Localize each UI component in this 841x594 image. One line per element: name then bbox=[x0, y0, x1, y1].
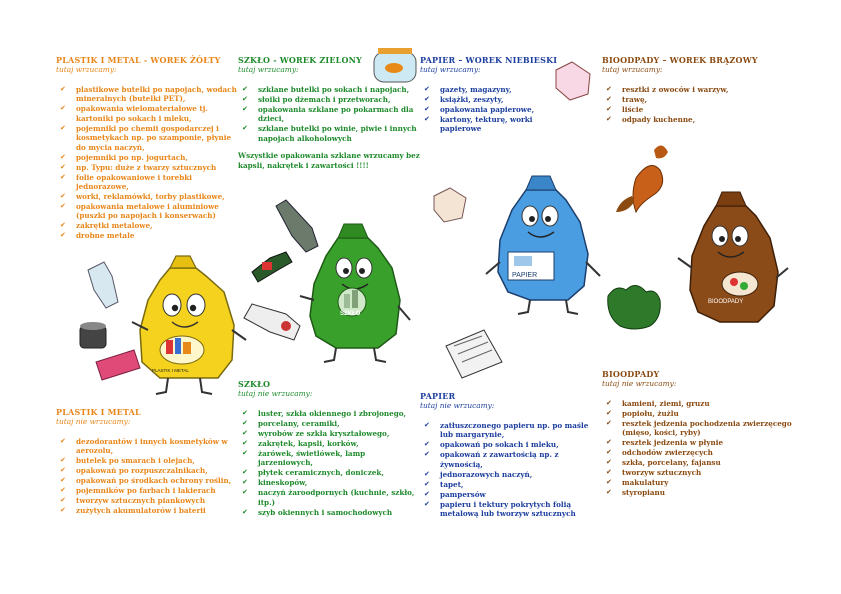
list-item: ✔ płytek ceramicznych, doniczek, bbox=[242, 468, 384, 478]
list-item: ✔ liście bbox=[606, 105, 644, 114]
list-item: ✔ porcelany, ceramiki, bbox=[242, 419, 340, 428]
list-item: ✔ plastikowe butelki po napojach, wodach mineralnych (butelki PET), bbox=[60, 85, 237, 104]
blue-bag-label: PAPIER bbox=[512, 272, 538, 279]
check-icon: ✔ bbox=[424, 469, 430, 478]
list-item: ✔ słoiki po dżemach i przetworach, bbox=[242, 95, 391, 104]
check-icon: ✔ bbox=[242, 488, 248, 497]
list-item: ✔ drobne metale bbox=[60, 231, 135, 241]
check-icon: ✔ bbox=[60, 466, 66, 475]
check-icon: ✔ bbox=[242, 95, 248, 103]
list-item: ✔ pojemniki po chemii gospodarczej i kosmetykach np. po szamponie, płynie do mycia naczyń, bbox=[60, 123, 232, 152]
paper-no-list bbox=[420, 421, 602, 519]
plastic-no-title: PLASTIK I METAL bbox=[56, 407, 141, 417]
list-item: ✔ opakowania metalowe i aluminiowe (puszki po napojach i konserwach) bbox=[60, 202, 219, 221]
list-item: ✔ odpady kuchenne, bbox=[606, 115, 696, 124]
brown-bag-mascot bbox=[678, 192, 788, 322]
check-icon: ✔ bbox=[424, 115, 430, 123]
check-icon: ✔ bbox=[60, 456, 66, 465]
list-item: ✔ tworzyw sztucznych piankowych bbox=[60, 496, 206, 506]
check-icon: ✔ bbox=[60, 104, 66, 113]
list-item: ✔ luster, szkła okiennego i zbrojonego, bbox=[242, 409, 407, 418]
check-icon: ✔ bbox=[606, 458, 612, 467]
list-item: ✔ zakrętki metalowe, bbox=[60, 221, 153, 231]
paper-no-title: PAPIER bbox=[420, 391, 456, 401]
check-icon: ✔ bbox=[424, 479, 430, 488]
check-icon: ✔ bbox=[60, 496, 66, 505]
list-item: ✔ szyb okiennych i samochodowych bbox=[242, 507, 393, 517]
list-item: ✔ opakowań z zawartością np. z żywnością, bbox=[424, 450, 559, 469]
list-item: ✔ opakowania papierowe, bbox=[424, 105, 535, 114]
list-item: ✔ szklane butelki po winie, piwie i innych napojach alkoholowych bbox=[242, 124, 417, 143]
check-icon: ✔ bbox=[60, 152, 66, 161]
check-icon: ✔ bbox=[242, 507, 248, 516]
check-icon: ✔ bbox=[60, 437, 66, 445]
check-icon: ✔ bbox=[242, 419, 248, 427]
check-icon: ✔ bbox=[424, 421, 430, 429]
glass-no-list bbox=[238, 409, 422, 517]
list-item: ✔ np. Typu: duże z twarzy sztucznych bbox=[60, 162, 217, 172]
check-icon: ✔ bbox=[60, 192, 66, 201]
list-item: ✔ worki, reklamówki, torby plastikowe, bbox=[60, 192, 225, 202]
glass-no-section bbox=[238, 380, 422, 518]
check-icon: ✔ bbox=[60, 476, 66, 485]
check-icon: ✔ bbox=[242, 449, 248, 457]
bio-no-section bbox=[602, 370, 792, 498]
check-icon: ✔ bbox=[60, 123, 66, 132]
list-item: ✔ książki, zeszyty, bbox=[424, 95, 504, 104]
check-icon: ✔ bbox=[424, 450, 430, 459]
list-item: ✔ pampersów bbox=[424, 489, 486, 499]
glass-subtitle: tutaj wrzucamy: bbox=[238, 65, 299, 74]
carton-icon bbox=[96, 350, 140, 380]
list-item: ✔ gazety, magazyny, bbox=[424, 85, 512, 94]
bio-list bbox=[602, 85, 792, 124]
glass-bottle-icon bbox=[276, 200, 318, 252]
list-item: ✔ szklane butelki po sokach i napojach, bbox=[242, 85, 410, 94]
glass-list bbox=[238, 85, 420, 143]
check-icon: ✔ bbox=[606, 468, 612, 477]
glass-no-subtitle: tutaj nie wrzucamy: bbox=[238, 389, 313, 398]
list-item: ✔ makulatury bbox=[606, 478, 669, 488]
check-icon: ✔ bbox=[424, 440, 430, 449]
paper-no-section bbox=[420, 392, 602, 519]
list-item: ✔ jednorazowych naczyń, bbox=[424, 469, 533, 479]
wine-bottle-icon bbox=[252, 252, 292, 282]
check-icon: ✔ bbox=[606, 438, 612, 447]
list-item: ✔ kamieni, ziemi, gruzu bbox=[606, 399, 710, 408]
check-icon: ✔ bbox=[242, 478, 248, 487]
check-icon: ✔ bbox=[242, 409, 248, 417]
list-item: ✔ kineskopów, bbox=[242, 478, 308, 488]
check-icon: ✔ bbox=[242, 85, 248, 93]
brown-bag-label: BIOODPADY bbox=[708, 299, 744, 305]
check-icon: ✔ bbox=[606, 488, 612, 497]
list-item: ✔ resztek jedzenia w płynie bbox=[606, 438, 724, 448]
bio-subtitle: tutaj wrzucamy: bbox=[602, 65, 663, 74]
bio-no-subtitle: tutaj nie wrzucamy: bbox=[602, 379, 677, 388]
check-icon: ✔ bbox=[606, 419, 612, 427]
check-icon: ✔ bbox=[424, 499, 430, 508]
plastic-no-list bbox=[56, 437, 238, 516]
greens-icon bbox=[608, 285, 661, 329]
check-icon: ✔ bbox=[606, 478, 612, 487]
list-item: ✔ naczyń żaroodpornych (kuchnie, szkło, itp.) bbox=[242, 488, 415, 507]
check-icon: ✔ bbox=[60, 85, 66, 93]
plastic-subtitle: tutaj wrzucamy: bbox=[56, 65, 117, 74]
list-item: ✔ resztki z owoców i warzyw, bbox=[606, 85, 729, 94]
yellow-bag-label: PLASTIK I METAL bbox=[152, 368, 189, 373]
newspaper-icon bbox=[446, 330, 502, 378]
list-item: ✔ styropianu bbox=[606, 488, 665, 498]
list-item: ✔ pojemniki po np. jogurtach, bbox=[60, 152, 188, 162]
check-icon: ✔ bbox=[60, 202, 66, 211]
yellow-bag-mascot bbox=[132, 256, 246, 394]
blue-bag-mascot bbox=[486, 176, 600, 314]
list-item: ✔ tworzyw sztucznych bbox=[606, 468, 702, 478]
list-item: ✔ opakowań po rozpuszczalnikach, bbox=[60, 466, 208, 476]
check-icon: ✔ bbox=[606, 409, 612, 417]
bio-section bbox=[602, 56, 792, 125]
bio-no-list bbox=[602, 399, 792, 498]
list-item: ✔ papieru i tektury pokrytych folią metalową lub tworzyw sztucznych bbox=[424, 499, 576, 519]
list-item: ✔ zakrętek, kapsli, korków, bbox=[242, 439, 359, 448]
check-icon: ✔ bbox=[60, 221, 66, 230]
check-icon: ✔ bbox=[242, 468, 248, 477]
check-icon: ✔ bbox=[606, 448, 612, 457]
list-item: ✔ zużytych akumulatorów i baterii bbox=[60, 506, 206, 516]
list-item: ✔ resztek jedzenia pochodzenia zwierzęcego (mięso, kości, ryby) bbox=[606, 419, 792, 438]
list-item: ✔ opakowań po sokach i mleku, bbox=[424, 440, 559, 450]
milk-bottle-icon bbox=[244, 304, 300, 340]
check-icon: ✔ bbox=[606, 95, 612, 103]
check-icon: ✔ bbox=[424, 489, 430, 498]
list-item: ✔ pojemników po farbach i lakierach bbox=[60, 486, 216, 496]
list-item: ✔ opakowania wielomateriałowe tj. kartoniki po sokach i mleku, bbox=[60, 104, 208, 123]
bio-title: BIOODPADY – WOREK BRĄZOWY bbox=[602, 55, 758, 65]
check-icon: ✔ bbox=[606, 115, 612, 123]
check-icon: ✔ bbox=[60, 172, 66, 181]
check-icon: ✔ bbox=[606, 85, 612, 93]
list-item: ✔ tapet, bbox=[424, 479, 464, 489]
glass-no-title: SZKŁO bbox=[238, 379, 271, 389]
paper-title: PAPIER – WOREK NIEBIESKI bbox=[420, 55, 558, 65]
check-icon: ✔ bbox=[60, 506, 66, 515]
paper-subtitle: tutaj wrzucamy: bbox=[420, 65, 481, 74]
plastic-no-section bbox=[56, 408, 238, 516]
list-item: ✔ opakowania szklane po pokarmach dla dzieci, bbox=[242, 105, 414, 124]
paper-list bbox=[420, 85, 560, 134]
plastic-list bbox=[56, 85, 240, 241]
list-item: ✔ popiołu, żużlu bbox=[606, 409, 679, 418]
check-icon: ✔ bbox=[242, 439, 248, 447]
leaf-icon bbox=[616, 145, 668, 212]
list-item: ✔ wyrobów ze szkła kryształowego, bbox=[242, 429, 390, 438]
check-icon: ✔ bbox=[242, 429, 248, 437]
plastic-no-subtitle: tutaj nie wrzucamy: bbox=[56, 417, 131, 426]
green-bag-label: SZKŁO bbox=[340, 311, 361, 317]
list-item: ✔ butelek po smarach i olejach, bbox=[60, 456, 195, 466]
check-icon: ✔ bbox=[242, 105, 248, 113]
glass-section bbox=[238, 55, 420, 317]
check-icon: ✔ bbox=[60, 162, 66, 171]
check-icon: ✔ bbox=[424, 95, 430, 103]
list-item: ✔ folie opakowaniowe i torebki jednorazowe, bbox=[60, 172, 192, 192]
list-item: ✔ szkła, porcelany, fajansu bbox=[606, 458, 721, 468]
paper-section bbox=[420, 56, 560, 134]
plastic-section bbox=[56, 55, 240, 373]
list-item: ✔ zatłuszczonego papieru np. po maśle lub margarynie, bbox=[424, 421, 589, 440]
check-icon: ✔ bbox=[424, 85, 430, 93]
list-item: ✔ żarówek, świetlówek, lamp jarzeniowych, bbox=[242, 449, 366, 468]
check-icon: ✔ bbox=[60, 231, 66, 240]
plastic-bottle-icon bbox=[88, 262, 118, 308]
list-item: ✔ odchodów zwierzęcych bbox=[606, 448, 713, 458]
list-item: ✔ trawę, bbox=[606, 95, 648, 104]
paper-no-subtitle: tutaj nie wrzucamy: bbox=[420, 401, 495, 410]
list-item: ✔ opakowań po środkach ochrony roślin, bbox=[60, 476, 232, 486]
can-icon bbox=[80, 322, 106, 348]
list-item: ✔ dezodorantów i innych kosmetyków w aerozolu, bbox=[60, 437, 228, 456]
bio-no-title: BIOODPADY bbox=[602, 369, 660, 379]
list-item: ✔ kartony, tekturę, worki papierowe bbox=[424, 115, 533, 134]
check-icon: ✔ bbox=[60, 486, 66, 495]
check-icon: ✔ bbox=[606, 105, 612, 113]
check-icon: ✔ bbox=[242, 124, 248, 133]
plastic-title: PLASTIK I METAL - WOREK ŻÓŁTY bbox=[56, 55, 221, 65]
check-icon: ✔ bbox=[606, 399, 612, 407]
check-icon: ✔ bbox=[424, 105, 430, 113]
glass-note: Wszystkie opakowania szklane wrzucamy bez kapsli, nakrętek i zawartości !!!! bbox=[238, 151, 420, 170]
glass-title: SZKŁO - WOREK ZIELONY bbox=[238, 55, 363, 65]
